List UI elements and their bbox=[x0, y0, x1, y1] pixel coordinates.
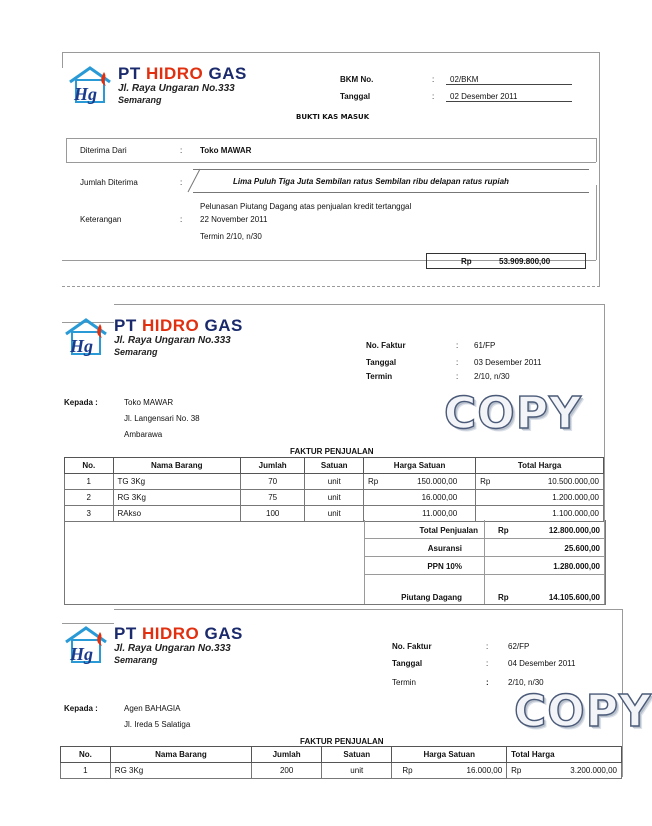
invoice-table bbox=[60, 746, 622, 779]
row-no: 3 bbox=[65, 506, 114, 522]
row-item: RG 3Kg bbox=[110, 763, 251, 779]
insurance-value: 25.600,00 bbox=[564, 544, 600, 553]
colon: : bbox=[456, 372, 459, 381]
receivable-currency: Rp bbox=[498, 593, 509, 602]
colon: : bbox=[180, 215, 183, 224]
copy-stamp: COPY bbox=[444, 388, 582, 439]
column-header: No. bbox=[61, 747, 111, 763]
ppn-value: 1.280.000,00 bbox=[553, 562, 600, 571]
row-price: 150.000,00 bbox=[417, 477, 458, 486]
row-total: 10.500.000,00 bbox=[547, 477, 599, 486]
row-qty: 70 bbox=[240, 474, 305, 490]
row-no: 1 bbox=[61, 763, 111, 779]
receipt-date-label: Tanggal bbox=[340, 92, 371, 101]
sum-value: 12.800.000,00 bbox=[548, 526, 600, 535]
column-header: Jumlah bbox=[240, 458, 305, 474]
row-unit: unit bbox=[305, 490, 364, 506]
divider bbox=[62, 286, 600, 287]
company-address: Jl. Raya Ungaran No.333 bbox=[114, 643, 231, 654]
faktur-value: 61/FP bbox=[474, 341, 496, 350]
column-header: Harga Satuan bbox=[364, 458, 476, 474]
row-qty: 200 bbox=[252, 763, 322, 779]
row-qty: 100 bbox=[240, 506, 305, 522]
to-label: Kepada : bbox=[64, 704, 98, 713]
termin-value: 2/10, n/30 bbox=[474, 372, 510, 381]
company-logo-icon bbox=[64, 626, 110, 666]
invoice-table bbox=[64, 457, 604, 522]
table-row bbox=[65, 474, 604, 490]
company-address: Jl. Raya Ungaran No.333 bbox=[118, 83, 235, 94]
insurance-label: Asuransi bbox=[427, 544, 462, 553]
note-label: Keterangan bbox=[80, 215, 122, 224]
company-name-gas: GAS bbox=[204, 316, 243, 335]
column-header: Harga Satuan bbox=[392, 747, 507, 763]
company-name-pt: PT bbox=[118, 64, 141, 83]
divider bbox=[599, 52, 600, 286]
divider bbox=[66, 138, 596, 139]
amount-label: Jumlah Diterima bbox=[80, 178, 138, 187]
row-total-currency: Rp bbox=[480, 477, 491, 486]
colon: : bbox=[456, 358, 459, 367]
colon: : bbox=[432, 92, 435, 101]
column-header: Jumlah bbox=[252, 747, 322, 763]
divider bbox=[62, 52, 600, 53]
colon: : bbox=[486, 678, 489, 687]
row-price-currency: Rp bbox=[368, 477, 379, 486]
faktur-value: 62/FP bbox=[508, 642, 530, 651]
termin-label: Termin bbox=[392, 678, 417, 687]
company-name-gas: GAS bbox=[208, 64, 247, 83]
company-name-hidro: HIDRO bbox=[145, 64, 204, 83]
colon: : bbox=[180, 178, 183, 187]
faktur-label: No. Faktur bbox=[366, 341, 406, 350]
row-unit: unit bbox=[305, 506, 364, 522]
colon: : bbox=[180, 146, 183, 155]
row-total-currency: Rp bbox=[511, 766, 522, 775]
row-price-cell bbox=[364, 474, 476, 490]
company-name-hidro: HIDRO bbox=[141, 624, 200, 643]
bkm-value: 02/BKM bbox=[446, 75, 572, 85]
sum-currency: Rp bbox=[498, 526, 509, 535]
row-total: 1.100.000,00 bbox=[552, 509, 599, 518]
from-value: Toko MAWAR bbox=[200, 146, 252, 155]
row-qty: 75 bbox=[240, 490, 305, 506]
invoice-date-value: 04 Desember 2011 bbox=[508, 659, 576, 668]
row-price: 16.000,00 bbox=[466, 766, 503, 775]
svg-text:Hg: Hg bbox=[70, 336, 94, 356]
copy-stamp: COPY bbox=[514, 686, 652, 737]
note-line-3: Termin 2/10, n/30 bbox=[200, 232, 262, 241]
svg-text:Hg: Hg bbox=[70, 644, 94, 664]
row-total-cell bbox=[507, 763, 622, 779]
row-total: 1.200.000,00 bbox=[552, 493, 599, 502]
row-price-cell bbox=[392, 763, 507, 779]
divider bbox=[364, 538, 604, 539]
company-name-pt: PT bbox=[114, 316, 137, 335]
receipt-total-value: 53.909.800,00 bbox=[499, 257, 551, 266]
receivable-value: 14.105.600,00 bbox=[548, 593, 600, 602]
company-logo-icon bbox=[68, 66, 114, 106]
table-header-row bbox=[65, 458, 604, 474]
row-total-cell bbox=[476, 490, 604, 506]
divider bbox=[66, 138, 67, 162]
company-logo-icon bbox=[64, 318, 110, 358]
divider bbox=[114, 304, 604, 305]
company-name-gas: GAS bbox=[204, 624, 243, 643]
amount-words: Lima Puluh Tiga Juta Sembilan ratus Sembilan ribu delapan ratus rupiah bbox=[233, 177, 509, 186]
divider bbox=[114, 609, 622, 610]
faktur-label: No. Faktur bbox=[392, 642, 432, 651]
row-item: TG 3Kg bbox=[113, 474, 240, 490]
row-total: 3.200.000,00 bbox=[570, 766, 617, 775]
company-name-pt: PT bbox=[114, 624, 137, 643]
invoice-date-value: 03 Desember 2011 bbox=[474, 358, 542, 367]
invoice-date-label: Tanggal bbox=[366, 358, 397, 367]
company-name-hidro: HIDRO bbox=[141, 316, 200, 335]
company-logo bbox=[64, 624, 254, 670]
row-total-cell bbox=[476, 474, 604, 490]
company-logo bbox=[64, 316, 254, 362]
termin-label: Termin bbox=[366, 372, 393, 381]
row-price: 16.000,00 bbox=[421, 493, 458, 502]
row-unit: unit bbox=[322, 763, 392, 779]
colon: : bbox=[432, 75, 435, 84]
divider bbox=[62, 52, 63, 68]
divider bbox=[364, 556, 604, 557]
receipt-date-value: 02 Desember 2011 bbox=[446, 92, 572, 102]
table-header-row bbox=[61, 747, 622, 763]
company-logo bbox=[68, 64, 258, 110]
svg-text:Hg: Hg bbox=[74, 84, 98, 104]
divider bbox=[596, 138, 597, 162]
table-row bbox=[65, 490, 604, 506]
company-address: Jl. Raya Ungaran No.333 bbox=[114, 335, 231, 346]
column-header: Nama Barang bbox=[113, 458, 240, 474]
to-label: Kepada : bbox=[64, 398, 98, 407]
colon: : bbox=[456, 341, 459, 350]
company-city: Semarang bbox=[118, 95, 162, 105]
to-name: Agen BAHAGIA bbox=[124, 704, 181, 713]
row-price-cell bbox=[364, 490, 476, 506]
amount-box-left-edge bbox=[187, 169, 201, 193]
row-item: RAkso bbox=[113, 506, 240, 522]
to-address: Jl. Langensari No. 38 bbox=[124, 414, 200, 423]
amount-words-box bbox=[193, 169, 589, 193]
row-item: RG 3Kg bbox=[113, 490, 240, 506]
divider bbox=[364, 520, 365, 604]
company-city: Semarang bbox=[114, 347, 158, 357]
colon: : bbox=[486, 659, 489, 668]
row-unit: unit bbox=[305, 474, 364, 490]
ppn-label: PPN 10% bbox=[427, 562, 462, 571]
invoice-title: FAKTUR PENJUALAN bbox=[300, 737, 384, 746]
row-price: 11.000,00 bbox=[422, 509, 458, 518]
divider bbox=[66, 162, 596, 163]
sum-label: Total Penjualan bbox=[419, 526, 478, 535]
invoice-date-label: Tanggal bbox=[392, 659, 423, 668]
receivable-label: Piutang Dagang bbox=[401, 593, 462, 602]
invoice-title: FAKTUR PENJUALAN bbox=[290, 447, 374, 456]
divider bbox=[484, 520, 485, 604]
row-price-currency: Rp bbox=[402, 766, 413, 775]
from-label: Diterima Dari bbox=[80, 146, 127, 155]
to-city: Ambarawa bbox=[124, 430, 163, 439]
to-name: Toko MAWAR bbox=[124, 398, 174, 407]
divider bbox=[596, 185, 597, 260]
note-line-1: Pelunasan Piutang Dagang atas penjualan kredit tertanggal bbox=[200, 202, 412, 211]
colon: : bbox=[486, 642, 489, 651]
divider bbox=[364, 574, 604, 575]
to-address: Jl. Ireda 5 Salatiga bbox=[124, 720, 191, 729]
row-no: 2 bbox=[65, 490, 114, 506]
receipt-title: BUKTI KAS MASUK bbox=[296, 113, 370, 121]
receipt-total-currency: Rp bbox=[461, 257, 472, 266]
column-header: Nama Barang bbox=[110, 747, 251, 763]
receipt-total-box bbox=[426, 253, 586, 269]
column-header: No. bbox=[65, 458, 114, 474]
column-header: Satuan bbox=[322, 747, 392, 763]
note-line-2: 22 November 2011 bbox=[200, 215, 268, 224]
bkm-label: BKM No. bbox=[340, 75, 374, 84]
termin-value: 2/10, n/30 bbox=[508, 678, 544, 687]
row-no: 1 bbox=[65, 474, 114, 490]
company-city: Semarang bbox=[114, 655, 158, 665]
column-header: Satuan bbox=[305, 458, 364, 474]
table-row bbox=[61, 763, 622, 779]
column-header: Total Harga bbox=[507, 747, 622, 763]
column-header: Total Harga bbox=[476, 458, 604, 474]
